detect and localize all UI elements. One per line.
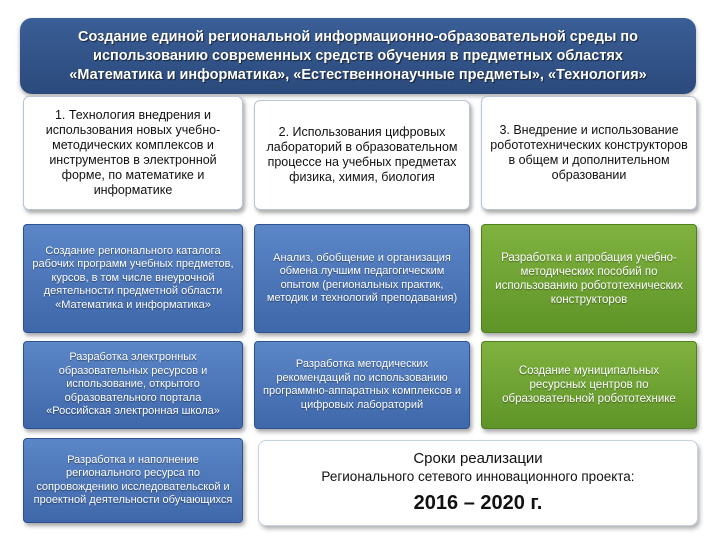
slide-title-line-1: Создание единой региональной информационно-образовательной среды по: [78, 28, 638, 45]
column-1-item-1-text: Создание регионального каталога рабочих программ учебных предметов, курсов, в том числе внеурочной деятельности предметной области «Математика и информатика»: [32, 244, 234, 311]
slide-title-line-3: «Математика и информатика», «Естественнонаучные предметы», «Технология»: [69, 66, 647, 83]
slide-title-line-2: использованию современных средств обучения в предметных областях: [93, 47, 623, 64]
period-project: Регионального сетевого инновационного проекта:: [321, 468, 635, 484]
column-3-item-1: [481, 224, 697, 333]
column-2-title-text: 2. Использования цифровых лабораторий в образовательном процессе на учебных предметах физика, химия, биология: [266, 125, 458, 184]
column-2-item-1: [254, 224, 470, 333]
column-1-item-3-text: Разработка и наполнение регионального ресурса по сопровождению исследовательской и проектной деятельности обучающихся: [33, 453, 233, 506]
column-3-item-1-text: Разработка и апробация учебно-методических пособий по использованию робототехнических конструкторов: [495, 251, 683, 306]
column-1-item-3: [23, 438, 243, 523]
column-3-item-2-text: Создание муниципальных ресурсных центров по образовательной робототехнике: [502, 365, 676, 405]
column-1-item-1: [23, 224, 243, 333]
column-2-item-2: [254, 341, 470, 429]
implementation-period: [258, 440, 698, 526]
column-1-item-2: [23, 341, 243, 429]
column-2-item-1-text: Анализ, обобщение и организация обмена лучшим педагогическим опытом (региональных практик, методик и технологий преподавания): [266, 251, 458, 304]
column-1-item-2-text: Разработка электронных образовательных ресурсов и использование, открытого образовательного портала «Российская электронная школа»: [46, 351, 220, 418]
slide-title: [20, 18, 696, 94]
column-1-title: [23, 96, 243, 210]
column-2-title: [254, 100, 470, 210]
period-caption: Сроки реализации: [413, 449, 543, 467]
column-3-item-2: [481, 341, 697, 429]
column-2-item-2-text: Разработка методических рекомендаций по использованию программно-аппаратных комплексов и цифровых лабораторий: [263, 358, 461, 411]
column-3-title-text: 3. Внедрение и использование робототехнических конструкторов в общем и дополнительном образовании: [490, 123, 688, 182]
column-1-title-text: 1. Технология внедрения и использования новых учебно-методических комплексов и инструментов в электронной форме, по математике и информатике: [45, 108, 221, 197]
column-3-title: [481, 96, 697, 210]
period-years: 2016 – 2020 г.: [413, 491, 543, 514]
